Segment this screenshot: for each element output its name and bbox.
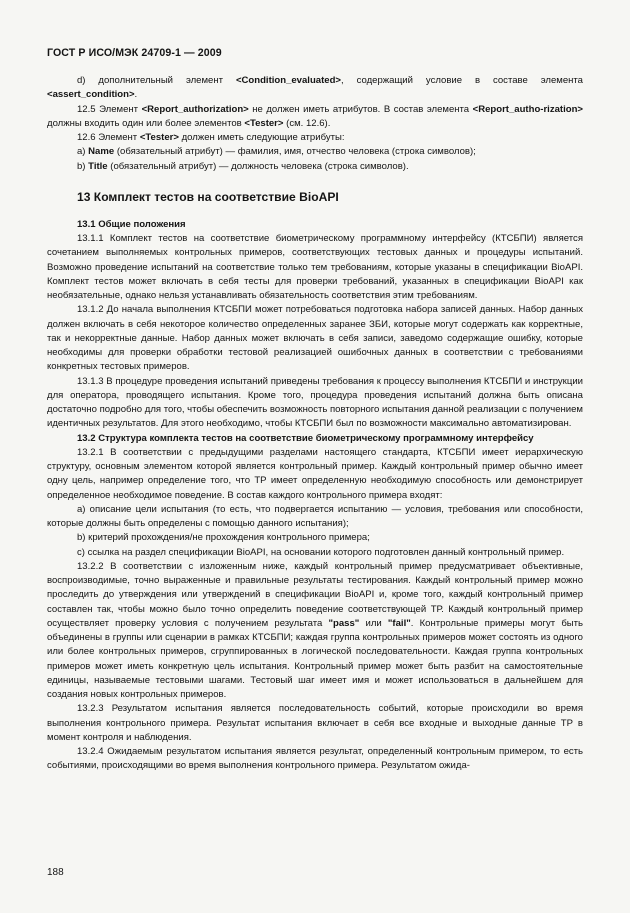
list-item-c: c) ссылка на раздел спецификации BioAPI, на основании которого подготовлен данный контрольный пример.: [77, 546, 565, 558]
list-item-a: a) описание цели испытания (то есть, что подвергается испытанию — условия, требования или способности, которые должны быть определены с помощью данного испытания);: [47, 503, 583, 529]
item-b-title: b) Title (обязательный атрибут) — должность человека (строка символов).: [77, 160, 409, 172]
item-a-name: a) Name (обязательный атрибут) — фамилия, имя, отчество человека (строка символов);: [77, 146, 476, 158]
clause-12-5: 12.5 Элемент <Report_authorization> не должен иметь атрибутов. В состав элемента <Report_autho-rization> должны входить один или более элементов <Tester> (см. 12.6).: [47, 103, 583, 129]
clause-13-2-4: 13.2.4 Ожидаемым результатом испытания является результат, определенный контрольным примером, то есть событиями, происходящими во время выполнения контрольного примера. Результатом ожида-: [47, 746, 583, 772]
document-header: ГОСТ Р ИСО/МЭК 24709-1 — 2009: [47, 47, 222, 59]
clause-13-1-1: 13.1.1 Комплект тестов на соответствие биометрическому программному интерфейсу (КТСБПИ) является сочетанием выполняемых контрольных примеров, соответствующих тестовых данных и процедуры испытаний. Возможно проведение испытаний на соответствие только тем требованиям, которые указаны в спецификации BioAPI. Комплект тестов может включать в себя тесты для проверки требований, указанных в спецификации BioAPI как необязательные, однако нельзя устанавливать обязательность соответствия этим требованиям.: [47, 233, 583, 301]
list-item-b: b) критерий прохождения/не прохождения контрольного примера;: [77, 532, 370, 544]
section-13-heading: 13 Комплект тестов на соответствие BioAPI: [77, 189, 339, 204]
clause-12-6: 12.6 Элемент <Tester> должен иметь следующие атрибуты:: [77, 132, 345, 143]
page-number: 188: [47, 867, 64, 878]
item-d: d) дополнительный элемент <Condition_evaluated>, содержащий условие в составе элемента <assert_condition>.: [47, 75, 583, 101]
clause-13-2-2: 13.2.2 В соответствии с изложенным ниже, каждый контрольный пример предусматривает объективные, воспроизводимые, точно выраженные и правильные результаты тестирования. Каждый контрольный пример можно проследить до утверждения или утверждений в спецификации BioAPI и, кроме того, каждый контрольный пример составлен так, чтобы можно было точно определить поведение соответствующей ТР. Каждый контрольный пример осуществляет проверку условия с получением результата "pass" или "fail". Контрольные примеры могут быть объединены в группы или сценарии в рамках КТСБПИ; каждая группа контрольных примеров может состоять из одного или более контрольных примеров, сгруппированных в логической последовательности. Каждая группа контрольных примеров может иметь конкретную цель испытания. Контрольный пример может быть разбит на самостоятельные единицы, называемые тестовыми шагами. Тестовый шаг имеет имя и может использоваться в дальнейшем для создания новых контрольных примеров.: [47, 560, 583, 700]
document-body: [47, 74, 583, 774]
clause-13-1-2: 13.1.2 До начала выполнения КТСБПИ может потребоваться подготовка набора записей данных. Набор данных должен включать в себя некоторое количество определенных заранее ЗБИ, которые могут содержать как корректные, так и некорректные данные. Набор данных может включать в себя записи, заведомо содержащие ошибку, которые необходимы для проверки обработки тестовой реализацией ошибочных данных в соответствии с требованиями конкретных тестовых примеров.: [47, 304, 583, 373]
subsection-13-2-heading: 13.2 Структура комплекта тестов на соответствие биометрическому программному интерфейсу: [77, 432, 534, 444]
subsection-13-1-heading: 13.1 Общие положения: [77, 218, 186, 230]
clause-13-2-1: 13.2.1 В соответствии с предыдущими разделами настоящего стандарта, КТСБПИ имеет иерархическую структуру, основным элементом которой является контрольный пример. Каждый контрольный пример обычно имеет одну цель, например определение того, что ТР имеет определенную необходимую способность или демонстрирует определенное необходимое поведение. В состав каждого контрольного примера входят:: [47, 446, 583, 501]
clause-13-2-3: 13.2.3 Результатом испытания является последовательность событий, которые происходили во время выполнения контрольного примера. Результат испытания включает в себя все входные и выходные данные ТР в момент контроля и наблюдения.: [47, 703, 583, 743]
clause-13-1-3: 13.1.3 В процедуре проведения испытаний приведены требования к процессу выполнения КТСБПИ и инструкции для оператора, проводящего испытания. Кроме того, процедура проведения испытаний должна быть описана достаточно подробно для того, чтобы обеспечить возможность повторного испытания данной реализации с получением идентичных результатов. Для этого необходимо, чтобы КТСБПИ был по возможности максимально автоматизирован.: [47, 375, 583, 430]
